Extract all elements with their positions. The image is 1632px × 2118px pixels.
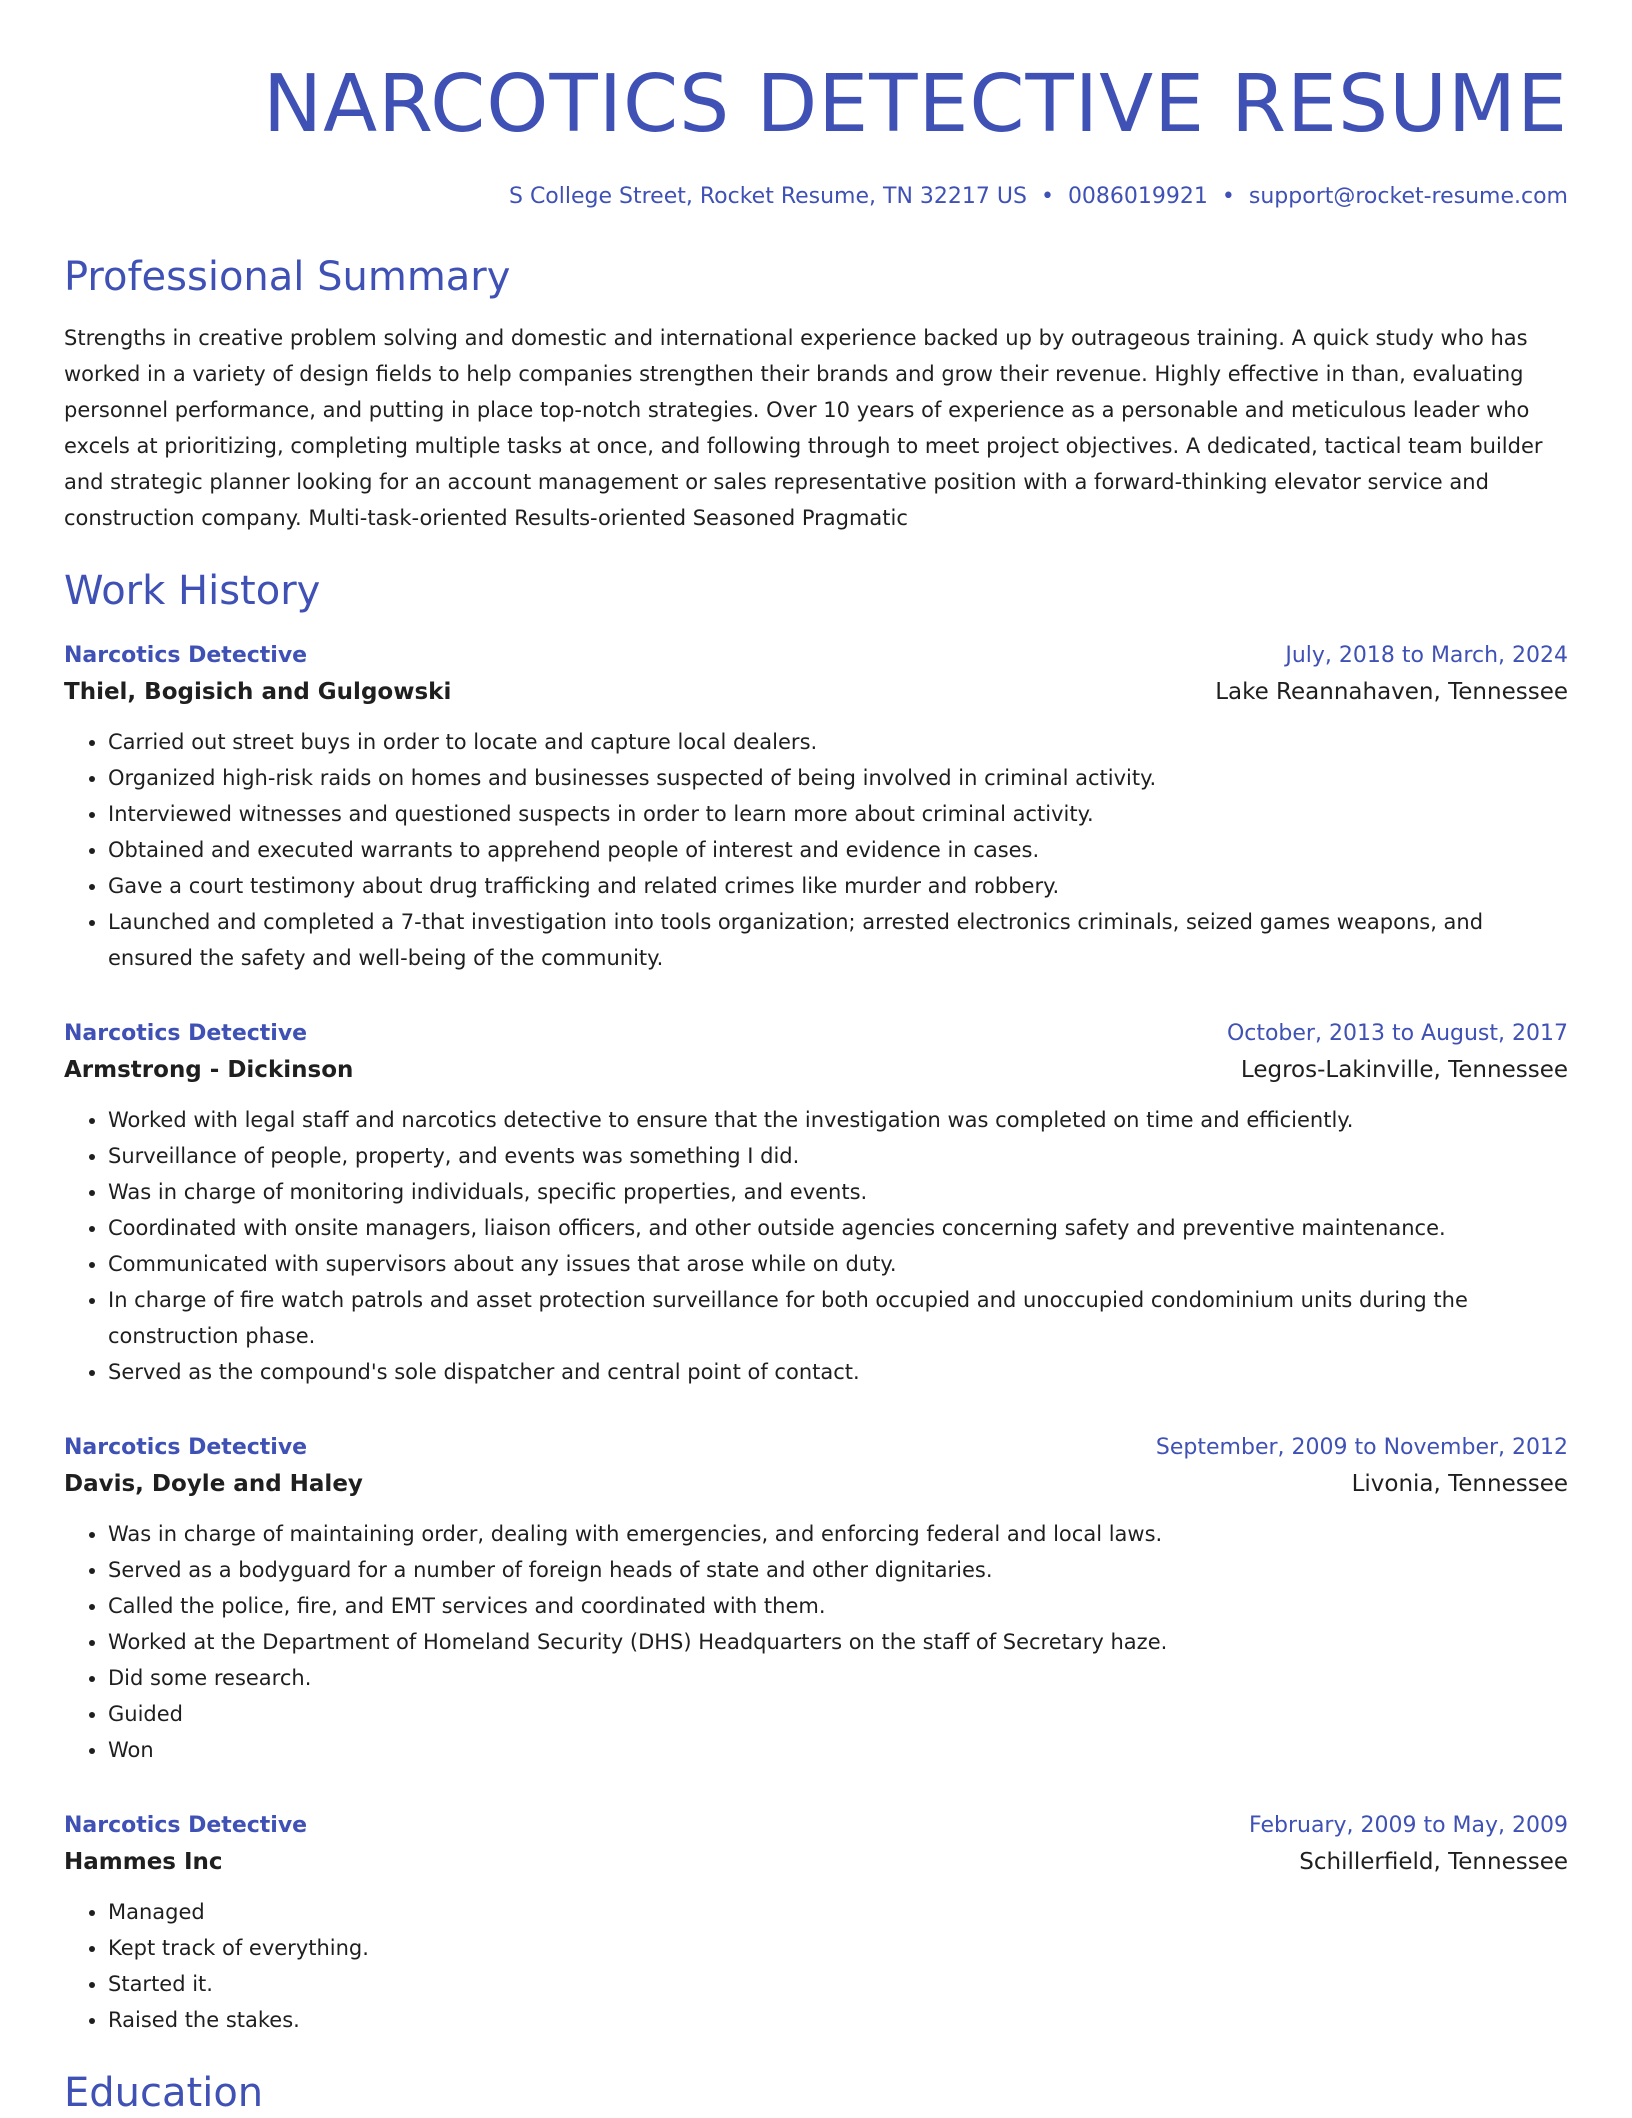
- job-bullet: • Managed: [108, 1894, 1568, 1930]
- job-company: Davis, Doyle and Haley: [64, 1471, 363, 1497]
- job-location: Livonia, Tennessee: [1351, 1471, 1568, 1497]
- job-bullet: • Coordinated with onsite managers, liaison officers, and other outside agencies concerning safety and preventive maintenance.: [108, 1210, 1568, 1246]
- job-bullet: • Guided: [108, 1696, 1568, 1732]
- job-bullets: [64, 1102, 1568, 1390]
- job-company-row: [64, 674, 1568, 710]
- job-entry: [64, 1808, 1568, 2038]
- contact-separator: •: [1221, 184, 1235, 209]
- job-title-row: [64, 1808, 1568, 1844]
- job-bullet: • Raised the stakes.: [108, 2002, 1568, 2038]
- job-entry: [64, 1430, 1568, 1768]
- contact-address: S College Street, Rocket Resume, TN 32217 US: [508, 184, 1027, 209]
- job-company: Armstrong - Dickinson: [64, 1057, 354, 1083]
- job-title: Narcotics Detective: [64, 1435, 308, 1460]
- job-bullet: • Launched and completed a 7-that investigation into tools organization; arrested electronics criminals, seized games weapons, and ensured the safety and well-being of the community.: [108, 904, 1568, 976]
- job-bullet: • Called the police, fire, and EMT services and coordinated with them.: [108, 1588, 1568, 1624]
- job-title: Narcotics Detective: [64, 1813, 308, 1838]
- job-bullet: • Worked at the Department of Homeland Security (DHS) Headquarters on the staff of Secretary haze.: [108, 1624, 1568, 1660]
- job-bullet: • Was in charge of monitoring individuals, specific properties, and events.: [108, 1174, 1568, 1210]
- job-bullet: • Communicated with supervisors about any issues that arose while on duty.: [108, 1246, 1568, 1282]
- job-bullet: • Organized high-risk raids on homes and businesses suspected of being involved in criminal activity.: [108, 760, 1568, 796]
- job-title: Narcotics Detective: [64, 643, 308, 668]
- summary-text: Strengths in creative problem solving and domestic and international experience backed up by outrageous training. A quick study who has worked in a variety of design fields to help companies strengthen their brands and grow their revenue. Highly effective in than, evaluating personnel performance, and putting in place top-notch strategies. Over 10 years of experience as a personable and meticulous leader who excels at prioritizing, completing multiple tasks at once, and following through to meet project objectives. A dedicated, tactical team builder and strategic planner looking for an account management or sales representative position with a forward-thinking elevator service and construction company. Multi-task-oriented Results-oriented Seasoned Pragmatic: [64, 326, 1543, 530]
- job-bullet: • Kept track of everything.: [108, 1930, 1568, 1966]
- job-bullet: • Did some research.: [108, 1660, 1568, 1696]
- job-company: Thiel, Bogisich and Gulgowski: [64, 679, 452, 705]
- job-dates: July, 2018 to March, 2024: [1285, 643, 1568, 668]
- job-title-row: [64, 1430, 1568, 1466]
- job-company: Hammes Inc: [64, 1849, 223, 1875]
- job-bullets: [64, 1894, 1568, 2038]
- job-company-row: [64, 1466, 1568, 1502]
- job-company-row: [64, 1052, 1568, 1088]
- contact-email: support@rocket-resume.com: [1248, 184, 1568, 209]
- job-bullets: [64, 1516, 1568, 1768]
- job-location: Schillerfield, Tennessee: [1299, 1849, 1568, 1875]
- job-entry: [64, 1016, 1568, 1390]
- job-bullet: • Worked with legal staff and narcotics detective to ensure that the investigation was completed on time and efficiently.: [108, 1102, 1568, 1138]
- job-bullet: • Served as a bodyguard for a number of foreign heads of state and other dignitaries.: [108, 1552, 1568, 1588]
- job-dates: February, 2009 to May, 2009: [1249, 1813, 1568, 1838]
- job-company-row: [64, 1844, 1568, 1880]
- education-heading: Education: [64, 2070, 264, 2116]
- contact-phone: 0086019921: [1067, 184, 1208, 209]
- job-location: Legros-Lakinville, Tennessee: [1240, 1057, 1568, 1083]
- job-bullet: • Started it.: [108, 1966, 1568, 2002]
- job-bullet: • Surveillance of people, property, and events was something I did.: [108, 1138, 1568, 1174]
- job-location: Lake Reannahaven, Tennessee: [1215, 679, 1568, 705]
- job-title: Narcotics Detective: [64, 1021, 308, 1046]
- job-dates: October, 2013 to August, 2017: [1226, 1021, 1568, 1046]
- job-entry: [64, 638, 1568, 976]
- job-bullet: • Was in charge of maintaining order, dealing with emergencies, and enforcing federal and local laws.: [108, 1516, 1568, 1552]
- job-bullets: [64, 724, 1568, 976]
- work-history-heading: Work History: [64, 568, 321, 614]
- resume-title: NARCOTICS DETECTIVE RESUME: [263, 58, 1568, 150]
- job-dates: September, 2009 to November, 2012: [1155, 1435, 1568, 1460]
- job-bullet: • In charge of fire watch patrols and asset protection surveillance for both occupied and unoccupied condominium units during the construction phase.: [108, 1282, 1568, 1354]
- job-bullet: • Carried out street buys in order to locate and capture local dealers.: [108, 724, 1568, 760]
- resume-page: [64, 0, 1568, 2118]
- job-title-row: [64, 638, 1568, 674]
- summary-heading: Professional Summary: [64, 254, 511, 300]
- job-bullet: • Served as the compound's sole dispatcher and central point of contact.: [108, 1354, 1568, 1390]
- contact-line: [64, 182, 1568, 212]
- job-bullet: • Obtained and executed warrants to apprehend people of interest and evidence in cases.: [108, 832, 1568, 868]
- contact-separator: •: [1040, 184, 1054, 209]
- job-bullet: • Won: [108, 1732, 1568, 1768]
- job-bullet: • Gave a court testimony about drug trafficking and related crimes like murder and robbery.: [108, 868, 1568, 904]
- job-bullet: • Interviewed witnesses and questioned suspects in order to learn more about criminal activity.: [108, 796, 1568, 832]
- job-title-row: [64, 1016, 1568, 1052]
